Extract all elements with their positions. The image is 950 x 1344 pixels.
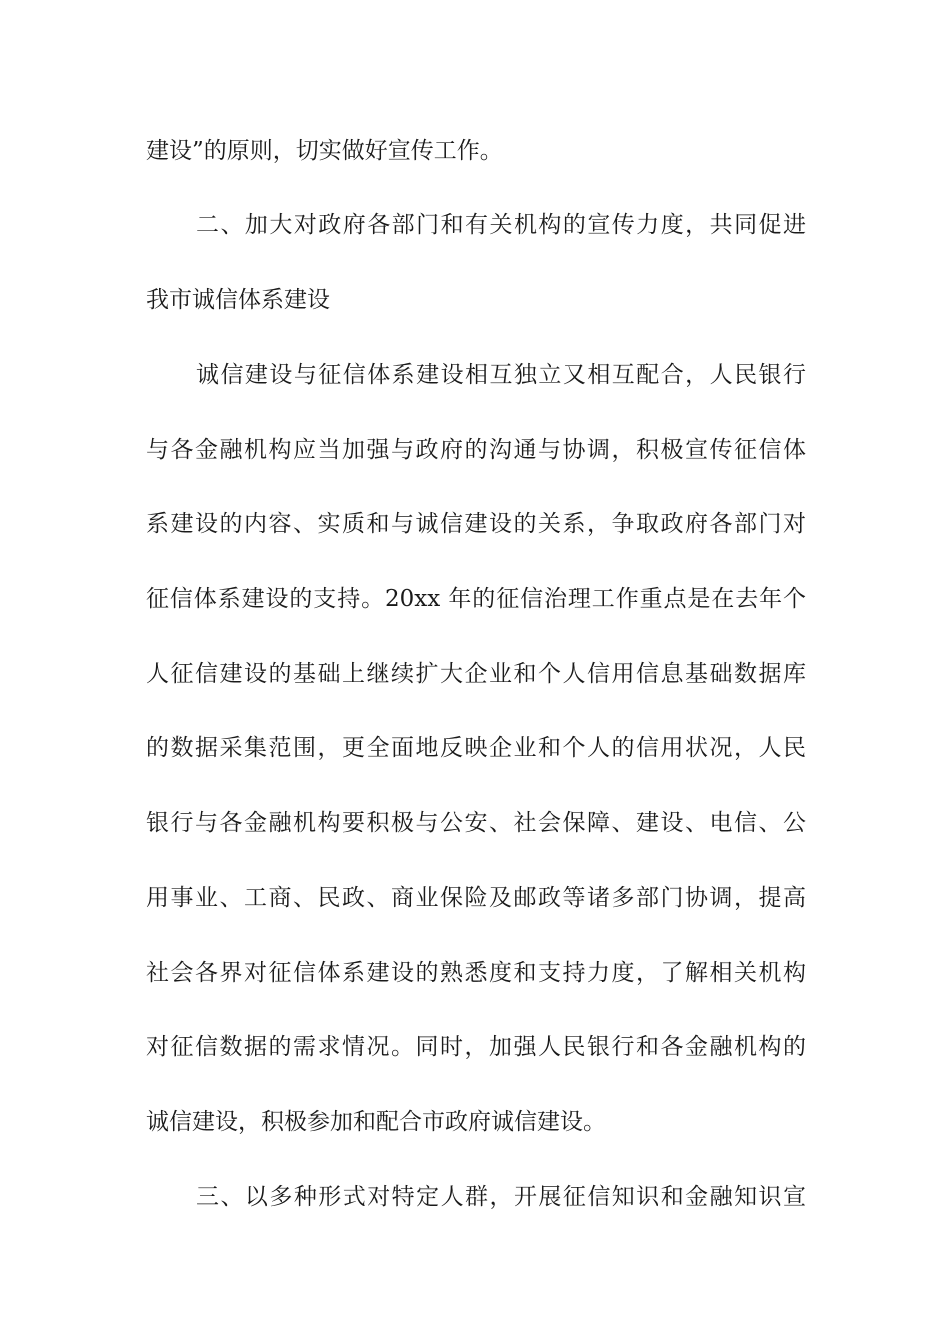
paragraph-line-10: 银行与各金融机构要积极与公安、社会保障、建设、电信、公: [146, 810, 806, 836]
paragraph-line-14: 诚信建设，积极参加和配合市政府诚信建设。: [146, 1109, 606, 1135]
paragraph-line-11: 用事业、工商、民政、商业保险及邮政等诸多部门协调，提高: [146, 885, 806, 911]
paragraph-line-4: 诚信建设与征信体系建设相互独立又相互配合，人民银行: [196, 362, 806, 388]
paragraph-line-6: 系建设的内容、实质和与诚信建设的关系，争取政府各部门对: [146, 511, 806, 537]
paragraph-line-9: 的数据采集范围，更全面地反映企业和个人的信用状况，人民: [146, 735, 806, 761]
paragraph-line-12: 社会各界对征信体系建设的熟悉度和支持力度，了解相关机构: [146, 960, 806, 986]
section-heading-3-line-1: 三、以多种形式对特定人群，开展征信知识和金融知识宣: [196, 1184, 806, 1210]
paragraph-line-5: 与各金融机构应当加强与政府的沟通与协调，积极宣传征信体: [146, 437, 806, 463]
paragraph-line-7: 征信体系建设的支持。20xx 年的征信治理工作重点是在去年个: [146, 586, 806, 612]
section-heading-2-line-2: 我市诚信体系建设: [146, 287, 330, 313]
paragraph-line-1: 建设”的原则，切实做好宣传工作。: [146, 138, 503, 164]
paragraph-line-8: 人征信建设的基础上继续扩大企业和个人信用信息基础数据库: [146, 661, 806, 687]
paragraph-line-13: 对征信数据的需求情况。同时，加强人民银行和各金融机构的: [146, 1034, 806, 1060]
section-heading-2-line-1: 二、加大对政府各部门和有关机构的宣传力度，共同促进: [196, 212, 806, 238]
